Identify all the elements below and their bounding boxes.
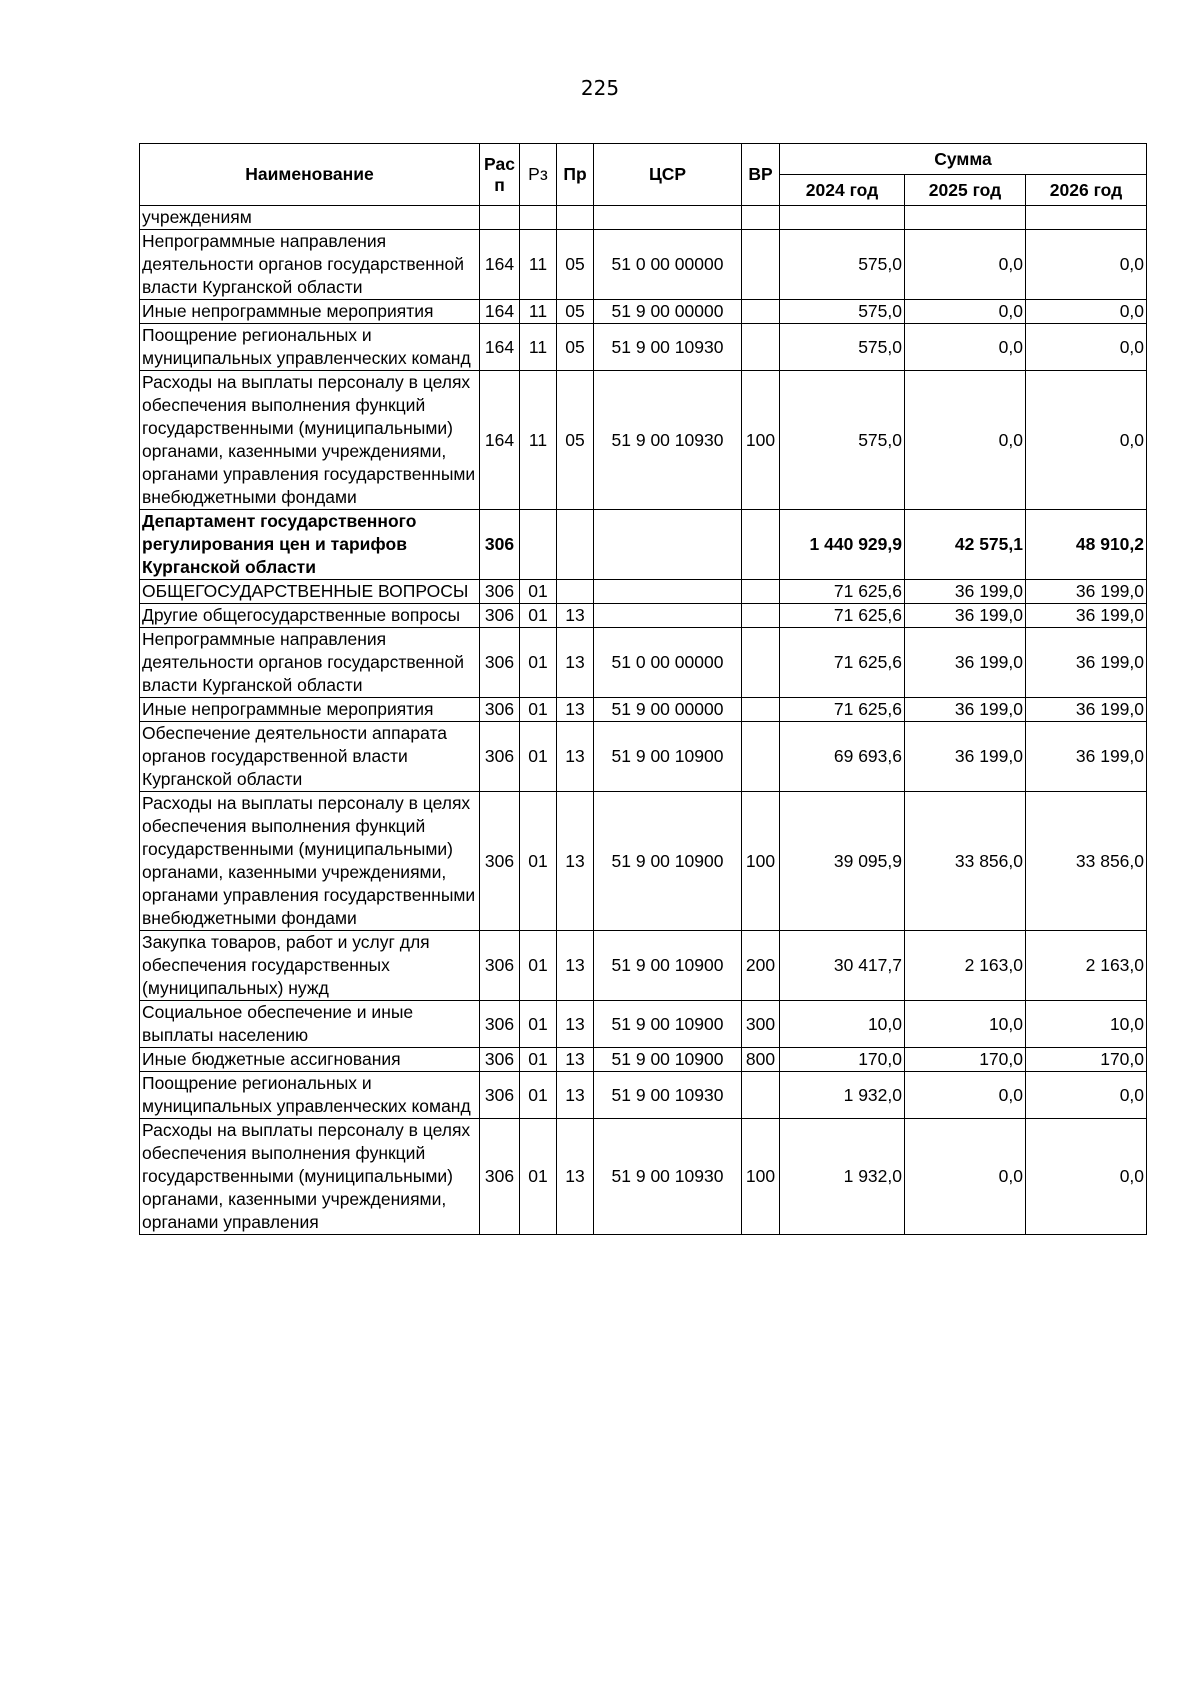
cell-pr: 13 [557, 628, 594, 698]
cell-name: Непрограммные направления деятельности органов государственной власти Курганской области [140, 628, 480, 698]
cell-sum-2026: 10,0 [1026, 1001, 1147, 1048]
cell-vr [742, 1072, 780, 1119]
budget-table [139, 143, 1147, 1235]
cell-sum-2024: 71 625,6 [780, 628, 905, 698]
header-pr: Пр [557, 144, 594, 206]
cell-pr: 13 [557, 722, 594, 792]
cell-pr: 05 [557, 371, 594, 510]
cell-rz: 11 [520, 371, 557, 510]
cell-sum-2026: 0,0 [1026, 300, 1147, 324]
cell-rasp: 306 [480, 1072, 520, 1119]
cell-sum-2026: 0,0 [1026, 1072, 1147, 1119]
cell-name: Расходы на выплаты персоналу в целях обеспечения выполнения функций государственными (муниципальными) органами, казенными учреждениями, органами управления государственными внебюджетными фондами [140, 792, 480, 931]
cell-sum-2025: 36 199,0 [905, 604, 1026, 628]
cell-rasp [480, 206, 520, 230]
cell-rasp: 306 [480, 1001, 520, 1048]
cell-name: Непрограммные направления деятельности органов государственной власти Курганской области [140, 230, 480, 300]
header-name: Наименование [140, 144, 480, 206]
cell-vr: 300 [742, 1001, 780, 1048]
header-row-1 [140, 144, 1147, 175]
cell-rz: 01 [520, 792, 557, 931]
cell-rz: 01 [520, 1072, 557, 1119]
cell-name: Иные непрограммные мероприятия [140, 698, 480, 722]
cell-sum-2025: 36 199,0 [905, 580, 1026, 604]
table-row [140, 1119, 1147, 1235]
cell-rz: 01 [520, 1001, 557, 1048]
cell-vr: 800 [742, 1048, 780, 1072]
table-body [140, 206, 1147, 1235]
cell-sum-2024: 71 625,6 [780, 604, 905, 628]
cell-sum-2025: 2 163,0 [905, 931, 1026, 1001]
cell-sum-2024: 170,0 [780, 1048, 905, 1072]
header-year-2025: 2025 год [905, 175, 1026, 206]
cell-sum-2025: 0,0 [905, 1072, 1026, 1119]
table-row [140, 371, 1147, 510]
cell-sum-2024: 1 440 929,9 [780, 510, 905, 580]
cell-pr: 05 [557, 230, 594, 300]
cell-name: Поощрение региональных и муниципальных управленческих команд [140, 324, 480, 371]
cell-pr: 13 [557, 604, 594, 628]
page-number: 225 [580, 76, 620, 100]
cell-pr: 05 [557, 324, 594, 371]
cell-sum-2026: 36 199,0 [1026, 722, 1147, 792]
cell-name: Департамент государственного регулирования цен и тарифов Курганской области [140, 510, 480, 580]
cell-csr: 51 9 00 10930 [594, 1072, 742, 1119]
header-sum: Сумма [780, 144, 1147, 175]
cell-rz: 01 [520, 1048, 557, 1072]
cell-sum-2026: 0,0 [1026, 371, 1147, 510]
cell-name: ОБЩЕГОСУДАРСТВЕННЫЕ ВОПРОСЫ [140, 580, 480, 604]
cell-vr [742, 722, 780, 792]
cell-rz: 11 [520, 230, 557, 300]
cell-vr [742, 604, 780, 628]
cell-vr [742, 580, 780, 604]
cell-sum-2024: 575,0 [780, 230, 905, 300]
cell-sum-2026: 36 199,0 [1026, 580, 1147, 604]
cell-rasp: 164 [480, 371, 520, 510]
cell-rasp: 164 [480, 230, 520, 300]
cell-sum-2024: 39 095,9 [780, 792, 905, 931]
table-row [140, 628, 1147, 698]
cell-vr: 100 [742, 371, 780, 510]
cell-name: Поощрение региональных и муниципальных управленческих команд [140, 1072, 480, 1119]
cell-sum-2026: 36 199,0 [1026, 628, 1147, 698]
cell-csr: 51 9 00 10900 [594, 931, 742, 1001]
cell-pr: 13 [557, 1119, 594, 1235]
cell-sum-2024: 71 625,6 [780, 698, 905, 722]
cell-rz: 11 [520, 324, 557, 371]
cell-rasp: 306 [480, 722, 520, 792]
cell-rasp: 306 [480, 628, 520, 698]
cell-sum-2024: 71 625,6 [780, 580, 905, 604]
header-vr: ВР [742, 144, 780, 206]
header-rasp-text: Рас п [484, 153, 515, 195]
table-row [140, 230, 1147, 300]
cell-sum-2024: 69 693,6 [780, 722, 905, 792]
cell-sum-2025: 10,0 [905, 1001, 1026, 1048]
cell-sum-2024: 30 417,7 [780, 931, 905, 1001]
header-csr: ЦСР [594, 144, 742, 206]
cell-pr: 13 [557, 1048, 594, 1072]
cell-pr: 13 [557, 1001, 594, 1048]
cell-rz [520, 206, 557, 230]
cell-csr: 51 9 00 00000 [594, 300, 742, 324]
cell-name: Обеспечение деятельности аппарата органов государственной власти Курганской области [140, 722, 480, 792]
cell-csr: 51 9 00 10900 [594, 1048, 742, 1072]
cell-sum-2024: 1 932,0 [780, 1072, 905, 1119]
cell-sum-2026: 170,0 [1026, 1048, 1147, 1072]
cell-sum-2024: 575,0 [780, 300, 905, 324]
header-rz: Рз [520, 144, 557, 206]
cell-sum-2025: 36 199,0 [905, 698, 1026, 722]
cell-rasp: 306 [480, 1119, 520, 1235]
cell-name: Иные непрограммные мероприятия [140, 300, 480, 324]
table-row [140, 1001, 1147, 1048]
cell-sum-2025: 0,0 [905, 300, 1026, 324]
cell-vr: 100 [742, 1119, 780, 1235]
cell-sum-2026: 36 199,0 [1026, 604, 1147, 628]
cell-rasp: 306 [480, 1048, 520, 1072]
header-year-2026: 2026 год [1026, 175, 1147, 206]
cell-vr [742, 698, 780, 722]
table-row [140, 698, 1147, 722]
cell-csr: 51 0 00 00000 [594, 628, 742, 698]
cell-sum-2024: 575,0 [780, 324, 905, 371]
cell-pr [557, 510, 594, 580]
cell-csr: 51 9 00 10900 [594, 792, 742, 931]
cell-sum-2026: 2 163,0 [1026, 931, 1147, 1001]
cell-csr [594, 206, 742, 230]
cell-sum-2026: 48 910,2 [1026, 510, 1147, 580]
cell-sum-2025: 36 199,0 [905, 628, 1026, 698]
cell-pr: 13 [557, 698, 594, 722]
cell-rz: 01 [520, 1119, 557, 1235]
cell-pr: 13 [557, 792, 594, 931]
cell-csr [594, 510, 742, 580]
cell-sum-2025: 42 575,1 [905, 510, 1026, 580]
cell-pr: 13 [557, 1072, 594, 1119]
cell-vr [742, 510, 780, 580]
cell-csr [594, 580, 742, 604]
cell-vr [742, 324, 780, 371]
table-row [140, 1048, 1147, 1072]
cell-rasp: 306 [480, 698, 520, 722]
cell-rz [520, 510, 557, 580]
cell-name: Другие общегосударственные вопросы [140, 604, 480, 628]
cell-vr [742, 230, 780, 300]
cell-sum-2025: 0,0 [905, 324, 1026, 371]
table-row [140, 722, 1147, 792]
cell-rasp: 164 [480, 300, 520, 324]
cell-csr: 51 0 00 00000 [594, 230, 742, 300]
cell-pr: 13 [557, 931, 594, 1001]
cell-csr: 51 9 00 10930 [594, 371, 742, 510]
cell-rasp: 306 [480, 931, 520, 1001]
cell-sum-2024: 575,0 [780, 371, 905, 510]
table-row [140, 324, 1147, 371]
cell-csr: 51 9 00 10900 [594, 1001, 742, 1048]
cell-vr [742, 628, 780, 698]
cell-sum-2025: 36 199,0 [905, 722, 1026, 792]
table-row [140, 300, 1147, 324]
cell-rasp: 306 [480, 510, 520, 580]
cell-pr [557, 206, 594, 230]
header-year-2024: 2024 год [780, 175, 905, 206]
cell-rz: 01 [520, 931, 557, 1001]
cell-csr [594, 604, 742, 628]
cell-sum-2025: 0,0 [905, 371, 1026, 510]
table-row [140, 931, 1147, 1001]
table-row [140, 604, 1147, 628]
table-row [140, 1072, 1147, 1119]
cell-name: Иные бюджетные ассигнования [140, 1048, 480, 1072]
cell-vr: 200 [742, 931, 780, 1001]
cell-sum-2025: 0,0 [905, 1119, 1026, 1235]
cell-sum-2026: 0,0 [1026, 1119, 1147, 1235]
cell-rz: 01 [520, 580, 557, 604]
cell-sum-2026: 33 856,0 [1026, 792, 1147, 931]
cell-sum-2025: 0,0 [905, 230, 1026, 300]
cell-rasp: 164 [480, 324, 520, 371]
cell-rasp: 306 [480, 604, 520, 628]
cell-rz: 01 [520, 722, 557, 792]
header-rasp [480, 144, 520, 206]
cell-rasp: 306 [480, 580, 520, 604]
cell-rasp: 306 [480, 792, 520, 931]
cell-csr: 51 9 00 10930 [594, 324, 742, 371]
cell-sum-2025 [905, 206, 1026, 230]
cell-name: учреждениям [140, 206, 480, 230]
cell-sum-2025: 33 856,0 [905, 792, 1026, 931]
table-row [140, 510, 1147, 580]
cell-pr: 05 [557, 300, 594, 324]
cell-csr: 51 9 00 00000 [594, 698, 742, 722]
cell-vr [742, 206, 780, 230]
cell-csr: 51 9 00 10930 [594, 1119, 742, 1235]
table-row [140, 580, 1147, 604]
cell-vr: 100 [742, 792, 780, 931]
cell-name: Расходы на выплаты персоналу в целях обеспечения выполнения функций государственными (муниципальными) органами, казенными учреждениями, органами управления государственными внебюджетными фондами [140, 371, 480, 510]
table-row [140, 206, 1147, 230]
cell-sum-2026: 0,0 [1026, 324, 1147, 371]
cell-sum-2024: 10,0 [780, 1001, 905, 1048]
cell-csr: 51 9 00 10900 [594, 722, 742, 792]
cell-rz: 01 [520, 628, 557, 698]
table-row [140, 792, 1147, 931]
cell-sum-2026: 0,0 [1026, 230, 1147, 300]
cell-sum-2024: 1 932,0 [780, 1119, 905, 1235]
cell-pr [557, 580, 594, 604]
cell-rz: 01 [520, 698, 557, 722]
cell-name: Закупка товаров, работ и услуг для обеспечения государственных (муниципальных) нужд [140, 931, 480, 1001]
cell-name: Расходы на выплаты персоналу в целях обеспечения выполнения функций государственными (муниципальными) органами, казенными учреждениями, органами управления [140, 1119, 480, 1235]
cell-sum-2025: 170,0 [905, 1048, 1026, 1072]
cell-name: Социальное обеспечение и иные выплаты населению [140, 1001, 480, 1048]
cell-sum-2026 [1026, 206, 1147, 230]
cell-vr [742, 300, 780, 324]
cell-rz: 01 [520, 604, 557, 628]
cell-sum-2026: 36 199,0 [1026, 698, 1147, 722]
cell-sum-2024 [780, 206, 905, 230]
cell-rz: 11 [520, 300, 557, 324]
